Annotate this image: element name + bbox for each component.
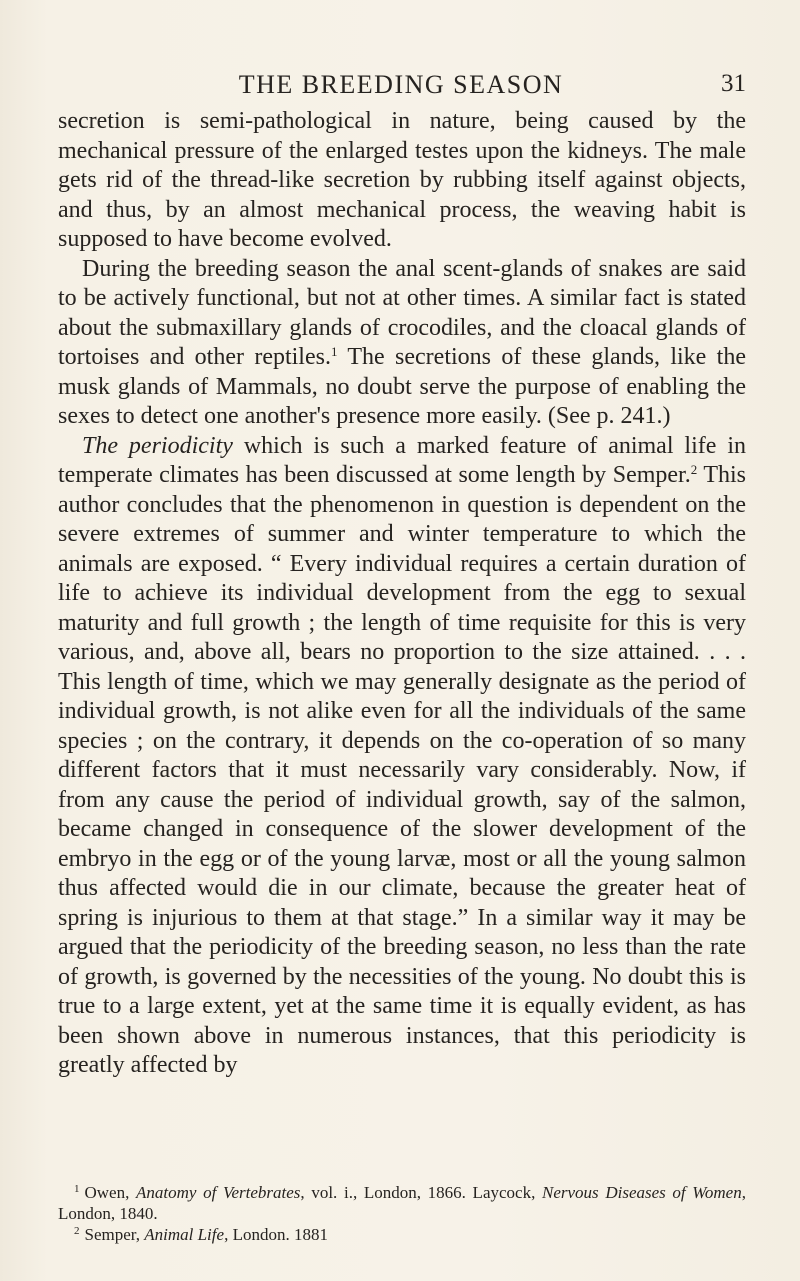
footnote-1-rest: , vol. i., London, 1866. Laycock, [300,1183,542,1202]
paragraph-2-text-a: During the breeding season the anal scent-glands of snakes are said to be actively functional, but not at other times. A similar fact is stated about the submaxillary glands of crocodiles, and the cloacal glands of tortoises and other reptiles. [58,255,746,370]
footnote-2 [58,1224,746,1245]
paragraph-1-text: secretion is semi-pathological in nature, being caused by the mechanical pressure of the enlarged testes upon the kidneys. The male gets rid of the thread-like secretion by rubbing itself against objects, and thus, by an almost mechanical process, the weaving habit is supposed to have become evolved. [58,108,746,252]
footnote-ref-1: 1 [330,344,338,359]
footnote-1-title: Anatomy of Vertebrates [136,1183,301,1202]
footnote-2-rest: , London. 1881 [224,1225,328,1244]
footnote-2-mark: 2 [74,1225,80,1237]
footnote-2-author: Semper, [84,1225,145,1244]
running-title: THE BREEDING SEASON [238,70,564,99]
footnote-1 [58,1182,746,1224]
footnote-1-rest2: , London, 1840. [58,1183,746,1223]
footnote-ref-2: 2 [690,462,698,477]
footnotes [58,1182,746,1245]
body-text [58,107,746,1081]
footnote-1-title2: Nervous Diseases of Women [542,1183,742,1202]
page-number: 31 [721,70,746,97]
footnote-2-title: Animal Life [144,1225,225,1244]
footnote-1-mark: 1 [74,1183,80,1195]
footnote-1-author: Owen, [84,1183,137,1202]
paragraph-3-text-b: This author concludes that the phenomenon in question is dependent on the severe extremes of summer and winter temperature to which the animals are exposed. “ Every individual requires a certain duration of life to achieve its individual development from the egg to sexual maturity and full growth ; the length of time requisite for this is very various, and, above all, bears no proportion to the size attained. . . . This length of time, which we may generally designate as the period of individual growth, is not alike even for all the individuals of the same species ; on the contrary, it depends on the co-operation of so many different factors that it must necessarily vary considerably. Now, if from any cause the period of individual growth, say of the salmon, became changed in consequence of the slower development of the embryo in the egg or of the young larvæ, most or all the young salmon thus affected would die in our climate, because the greater heat of spring is injurious to them at that stage.” In a similar way it may be argued that the periodicity of the breeding season, no less than the rate of growth, is governed by the necessities of the young. No doubt this is true to a large extent, yet at the same time it is equally evident, as has been shown above in numerous instances, that this periodicity is greatly affected by [58,462,746,1078]
paragraph-2-text-b: The secretions of these glands, like the musk glands of Mammals, no doubt serve the purpose of enabling the sexes to detect one another's presence more easily. (See p. 241.) [58,344,746,429]
paragraph-1 [58,107,746,255]
paragraph-2 [58,255,746,432]
running-head [56,66,746,106]
paragraph-3-emphasis: The periodicity [82,432,233,459]
paragraph-3-text-a: which is such a marked feature of animal life in temperate climates has been discussed at some length by Semper. [58,432,747,488]
paragraph-3 [58,432,746,1081]
